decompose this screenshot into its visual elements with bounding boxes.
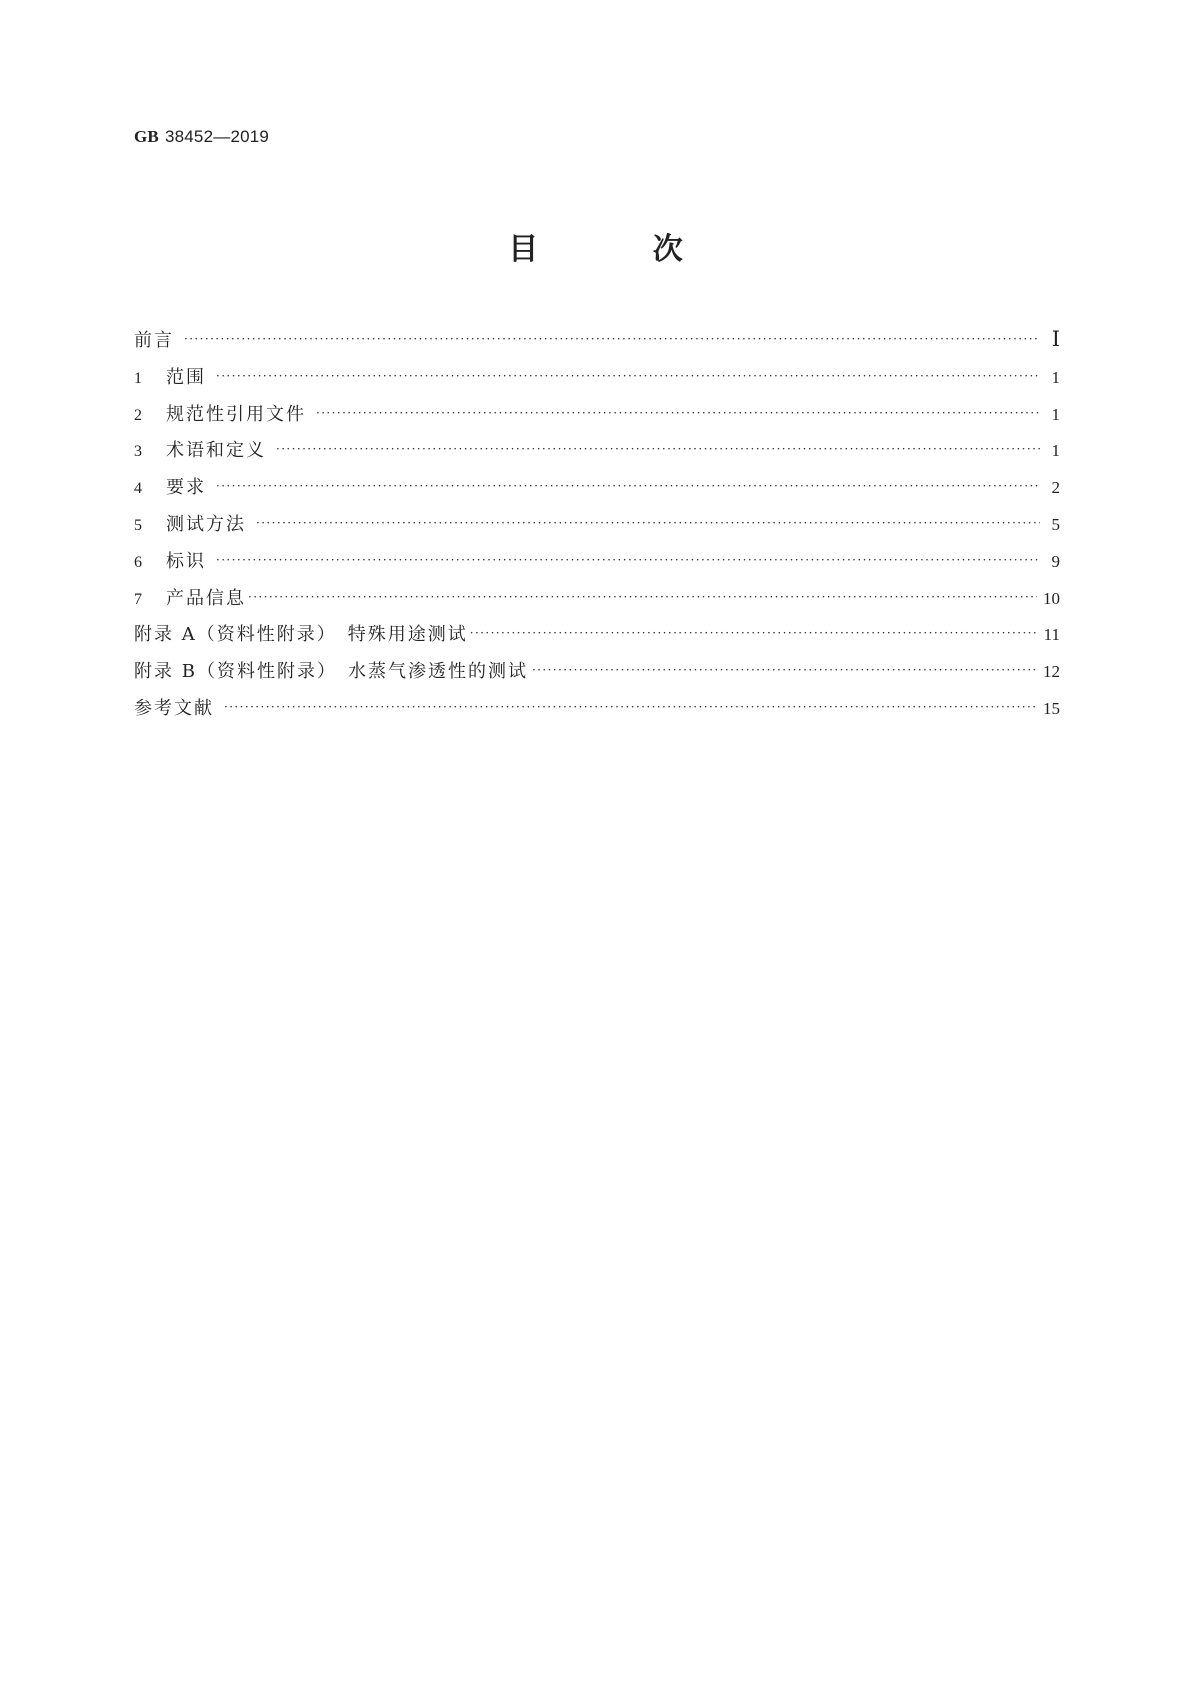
toc-entry-number: 1 <box>134 369 142 387</box>
toc-entry-requirements[interactable] <box>134 473 1060 510</box>
toc-entry-foreword[interactable] <box>134 326 1060 363</box>
toc-entry-page: Ⅰ <box>1051 327 1060 351</box>
toc-entry-label: 前言 <box>134 330 174 351</box>
toc-entry-label: 测试方法 <box>166 513 246 535</box>
toc-dot-leader <box>216 479 1040 493</box>
toc-entry-label: 产品信息 <box>166 587 246 609</box>
toc-entry-annex-b[interactable] <box>134 657 1060 694</box>
toc-entry-number: 7 <box>134 590 142 608</box>
toc-entry-label: 参考文献 <box>134 697 214 719</box>
toc-dot-leader <box>216 369 1040 383</box>
standard-prefix: GB <box>134 127 159 146</box>
toc-entry-page: 1 <box>1051 404 1060 424</box>
toc-dot-leader <box>256 516 1040 530</box>
toc-title: 目 次 <box>508 232 735 267</box>
toc-entry-page: 1 <box>1051 441 1060 461</box>
toc-dot-leader <box>316 406 1040 420</box>
toc-entry-annex-a[interactable] <box>134 620 1060 657</box>
toc-dot-leader <box>470 626 1038 640</box>
toc-entry-page: 2 <box>1051 478 1060 498</box>
toc-entry-page: 1 <box>1051 367 1060 387</box>
toc-entry-number: 5 <box>134 516 142 534</box>
toc-dot-leader <box>276 442 1040 456</box>
toc-entry-scope[interactable] <box>134 363 1060 400</box>
toc-entry-label: 附录 A（资料性附录） 特殊用途测试 <box>134 624 468 646</box>
toc-entry-number: 4 <box>134 480 142 498</box>
toc-entry-page: 5 <box>1051 514 1060 534</box>
toc-dot-leader <box>216 553 1040 567</box>
toc-entry-test-methods[interactable] <box>134 510 1060 547</box>
toc-entry-page: 12 <box>1043 662 1060 682</box>
table-of-contents <box>134 326 1060 731</box>
toc-entry-page: 11 <box>1043 625 1060 645</box>
toc-entry-marking[interactable] <box>134 547 1060 584</box>
toc-dot-leader <box>224 700 1037 714</box>
toc-entry-label: 附录 B（资料性附录） 水蒸气渗透性的测试 <box>134 661 528 683</box>
toc-entry-label: 标识 <box>166 550 206 572</box>
toc-entry-normative-references[interactable] <box>134 400 1060 437</box>
toc-entry-label: 规范性引用文件 <box>166 403 306 425</box>
toc-entry-number: 6 <box>134 553 142 571</box>
toc-dot-leader <box>248 590 1037 604</box>
toc-dot-leader <box>532 663 1037 677</box>
toc-entry-page: 15 <box>1043 698 1060 718</box>
standard-code <box>134 127 269 147</box>
toc-entry-product-information[interactable] <box>134 584 1060 621</box>
toc-entry-number: 3 <box>134 443 142 461</box>
toc-entry-label: 要求 <box>166 477 206 499</box>
toc-entry-page: 10 <box>1043 588 1060 608</box>
standard-number: 38452—2019 <box>164 127 270 146</box>
toc-entry-label: 范围 <box>166 366 206 388</box>
toc-dot-leader <box>184 332 1040 346</box>
toc-entry-number: 2 <box>134 406 142 424</box>
toc-entry-bibliography[interactable] <box>134 694 1060 731</box>
toc-entry-label: 术语和定义 <box>166 440 266 462</box>
toc-entry-page: 9 <box>1051 551 1060 571</box>
toc-entry-terms-definitions[interactable] <box>134 436 1060 473</box>
